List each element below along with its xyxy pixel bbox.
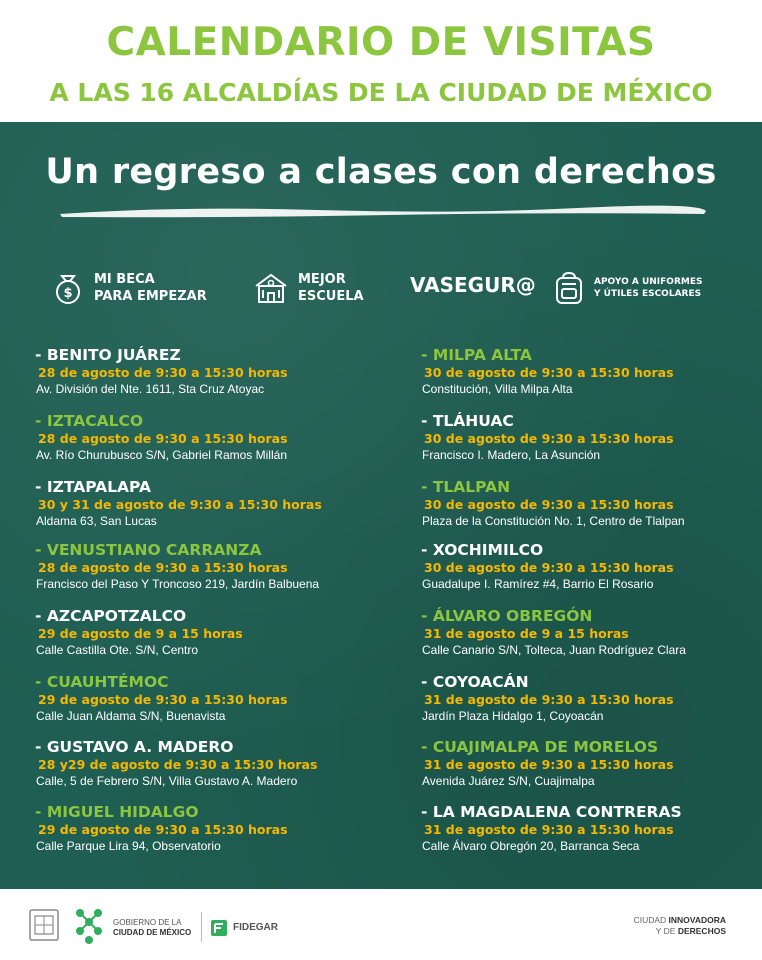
svg-text:$: $ [63,286,73,301]
visit-date: 28 de agosto de 9:30 a 15:30 horas [38,431,288,446]
visit-address: Calle, 5 de Febrero S/N, Villa Gustavo A. Madero [36,774,298,788]
money-bag-icon [50,270,86,306]
chalk-underline [58,202,708,220]
visit-address: Calle Álvaro Obregón 20, Barranca Seca [422,839,640,853]
visit-entry-alvaro-obregon [421,607,751,659]
visit-date: 30 de agosto de 9:30 a 15:30 horas [424,560,674,575]
alcaldia-name: - IZTAPALAPA [35,478,151,496]
visit-entry-miguel-hidalgo [35,803,365,855]
alcaldia-name: - GUSTAVO A. MADERO [35,738,234,756]
visit-address: Constitución, Villa Milpa Alta [422,382,573,396]
visit-address: Calle Canario S/N, Tolteca, Juan Rodríguez Clara [422,643,686,657]
alcaldia-name: - BENITO JUÁREZ [35,346,181,364]
visit-date: 28 de agosto de 9:30 a 15:30 horas [38,365,288,380]
alcaldia-name: - AZCAPOTZALCO [35,607,187,625]
visit-address: Calle Parque Lira 94, Observatorio [36,839,221,853]
visit-entry-iztapalapa [35,478,365,530]
visit-address: Francisco del Paso Y Troncoso 219, Jardín Balbuena [36,577,320,591]
gobierno-cdmx-label: GOBIERNO DE LA CIUDAD DE MÉXICO [113,918,192,937]
visit-date: 31 de agosto de 9:30 a 15:30 horas [424,757,674,772]
ciudad-innovadora-label: CIUDAD INNOVADORA Y DE DERECHOS [633,915,726,936]
alcaldia-name: - CUAJIMALPA DE MORELOS [421,738,659,756]
alcaldia-name: - TLALPAN [421,478,511,496]
visit-entry-benito-juarez [35,346,365,398]
visit-date: 31 de agosto de 9:30 a 15:30 horas [424,692,674,707]
visit-date: 31 de agosto de 9 a 15 horas [424,626,629,641]
program-mejor-escuela: MEJOR ESCUELA [252,270,364,306]
school-building-icon [252,270,290,306]
visit-entry-magdalena-contreras [421,803,751,855]
va-seguro-logo: VASEGUR@ [410,273,536,297]
alcaldia-name: - MILPA ALTA [421,346,532,364]
backpack-icon [552,270,586,306]
alcaldia-name: - COYOACÁN [421,673,529,691]
visit-entry-cuauhtemoc [35,673,365,725]
visit-address: Guadalupe I. Ramírez #4, Barrio El Rosario [422,577,654,591]
visit-entry-azcapotzalco [35,607,365,659]
visit-date: 29 de agosto de 9:30 a 15:30 horas [38,692,288,707]
visit-address: Calle Juan Aldama S/N, Buenavista [36,709,226,723]
visit-entry-xochimilco [421,541,751,593]
header [0,0,762,122]
visit-address: Jardín Plaza Hidalgo 1, Coyoacán [422,709,604,723]
visit-entry-milpa-alta [421,346,751,398]
visit-date: 30 de agosto de 9:30 a 15:30 horas [424,365,674,380]
alcaldia-name: - XOCHIMILCO [421,541,544,559]
visit-address: Av. Río Churubusco S/N, Gabriel Ramos Millán [36,448,287,462]
visit-entry-venustiano-carranza [35,541,365,593]
alcaldia-name: - CUAUHTÉMOC [35,673,169,691]
visit-entry-coyoacan [421,673,751,725]
visit-date: 31 de agosto de 9:30 a 15:30 horas [424,822,674,837]
page-subtitle: A LAS 16 ALCALDÍAS DE LA CIUDAD DE MÉXICO [49,78,713,107]
alcaldia-name: - MIGUEL HIDALGO [35,803,199,821]
fidegar-label: FIDEGAR [233,922,278,933]
visit-date: 30 y 31 de agosto de 9:30 a 15:30 horas [38,497,322,512]
visit-address: Avenida Juárez S/N, Cuajimalpa [422,774,595,788]
visit-entry-cuajimalpa [421,738,751,790]
visit-entry-tlalpan [421,478,751,530]
page-title: CALENDARIO DE VISITAS [106,20,656,65]
visit-date: 29 de agosto de 9 a 15 horas [38,626,243,641]
alcaldia-name: - TLÁHUAC [421,412,514,430]
visit-entry-tlahuac [421,412,751,464]
alcaldia-name: - ÁLVARO OBREGÓN [421,607,593,625]
alcaldia-name: - IZTACALCO [35,412,144,430]
visit-date: 30 de agosto de 9:30 a 15:30 horas [424,497,674,512]
banner-tagline: Un regreso a clases con derechos [45,152,717,192]
visit-date: 30 de agosto de 9:30 a 15:30 horas [424,431,674,446]
visit-address: Av. División del Nte. 1611, Sta Cruz Atoyac [36,382,265,396]
visit-date: 28 de agosto de 9:30 a 15:30 horas [38,560,288,575]
cdmx-logo-icon [70,905,108,947]
visit-date: 29 de agosto de 9:30 a 15:30 horas [38,822,288,837]
visit-address: Francisco I. Madero, La Asunción [422,448,601,462]
visit-address: Calle Castilla Ote. S/N, Centro [36,643,199,657]
visit-date: 28 y29 de agosto de 9:30 a 15:30 horas [38,757,318,772]
footer-divider [201,912,202,942]
visit-entry-iztacalco [35,412,365,464]
alcaldia-name: - LA MAGDALENA CONTRERAS [421,803,682,821]
visit-address: Aldama 63, San Lucas [36,514,157,528]
visit-entry-gustavo-a-madero [35,738,365,790]
alcaldia-name: - VENUSTIANO CARRANZA [35,541,262,559]
program-beca: $ MI BECA PARA EMPEZAR [50,270,207,306]
program-uniformes: APOYO A UNIFORMES Y ÚTILES ESCOLARES [552,270,702,306]
fidegar-logo-icon [210,919,228,937]
visit-address: Plaza de la Constitución No. 1, Centro de Tlalpan [422,514,685,528]
coat-of-arms-icon [28,908,60,944]
